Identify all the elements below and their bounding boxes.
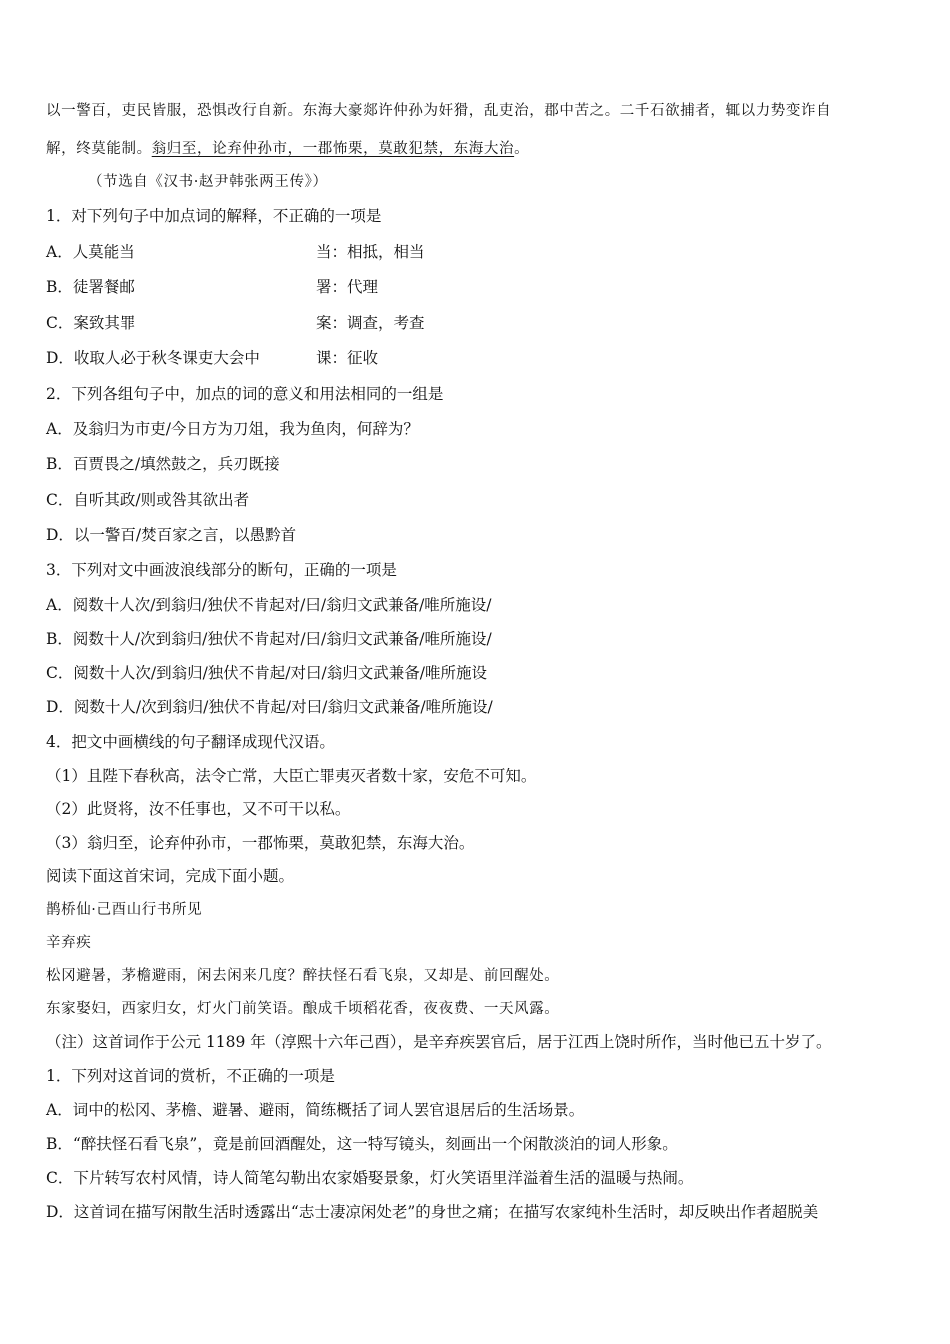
q3-stem: 3．下列对文中画波浪线部分的断句，正确的一项是	[46, 561, 397, 579]
passage-line-2-start: 解，终莫能制。	[46, 141, 152, 157]
q2-option-b: B．百贾畏之/填然鼓之，兵刃既接	[46, 455, 280, 473]
underlined-sentence: 翁归至，论弃仲孙市，一郡怖栗，莫敢犯禁，东海大治	[151, 141, 515, 157]
q3-option-a: A．阅数十人次/到翁归/独伏不肯起对/曰/翁归文武兼备/唯所施设/	[46, 596, 492, 614]
q3-option-b: B．阅数十人/次到翁归/独伏不肯起对/曰/翁归文武兼备/唯所施设/	[46, 630, 492, 648]
q3-option-d: D．阅数十人/次到翁归/独伏不肯起/对曰/翁归文武兼备/唯所施设/	[46, 698, 493, 716]
poem-verse-2: 东家娶妇，西家归女，灯火门前笑语。酿成千顷稻花香，夜夜费、一天风露。	[46, 1001, 560, 1017]
q4-stem: 4．把文中画横线的句子翻译成现代汉语。	[46, 733, 335, 751]
q1-option-c: C．案致其罪	[46, 314, 136, 332]
passage-line-1: 以一警百，吏民皆服，恐惧改行自新。东海大豪郯许仲孙为奸猾，乱吏治，郡中苦之。二千石欲捕者，辄以力势变诈自	[46, 103, 832, 119]
passage-line-2-end: 。	[514, 141, 530, 157]
q1-option-a: A．人莫能当	[46, 243, 135, 261]
q4-item-2: （2）此贤将，汝不任事也，又不可干以私。	[46, 800, 351, 818]
q2-stem: 2．下列各组句子中，加点的词的意义和用法相同的一组是	[46, 385, 444, 403]
poem-title: 鹊桥仙·己酉山行书所见	[46, 902, 203, 918]
q1-option-a-gloss: 当：相抵，相当	[316, 243, 425, 261]
pq1-option-d: D．这首词在描写闲散生活时透露出“志士凄凉闲处老”的身世之痛；在描写农家纯朴生活时，却反映出作者超脱美	[46, 1203, 819, 1221]
pq1-option-b: B．“醉扶怪石看飞泉”，竟是前回酒醒处，这一特写镜头，刻画出一个闲散淡泊的词人形象。	[46, 1135, 678, 1153]
passage-line-2	[46, 139, 529, 159]
q4-item-3: （3）翁归至，论弃仲孙市，一郡怖栗，莫敢犯禁，东海大治。	[46, 834, 475, 852]
poem-note: （注）这首词作于公元 1189 年（淳熙十六年己酉），是辛弃疾罢官后，居于江西上饶时所作，当时他已五十岁了。	[46, 1033, 832, 1051]
q2-option-d: D．以一警百/焚百家之言，以愚黔首	[46, 526, 297, 544]
q2-option-a: A．及翁归为市吏/今日方为刀俎，我为鱼肉，何辞为？	[46, 420, 419, 438]
passage-source: （节选自《汉书·赵尹韩张两王传》）	[88, 174, 328, 190]
q1-option-c-gloss: 案：调查，考查	[316, 314, 425, 332]
q1-option-d: D．收取人必于秋冬课吏大会中	[46, 349, 260, 367]
q1-option-d-gloss: 课：征收	[316, 349, 379, 367]
pq1-stem: 1．下列对这首词的赏析，不正确的一项是	[46, 1067, 335, 1085]
pq1-option-c: C．下片转写农村风情，诗人简笔勾勒出农家婚娶景象，灯火笑语里洋溢着生活的温暖与热闹。	[46, 1169, 694, 1187]
poem-author: 辛弃疾	[46, 935, 92, 951]
q1-stem: 1．对下列句子中加点词的解释，不正确的一项是	[46, 207, 382, 225]
q2-option-c: C．自听其政/则或咎其欲出者	[46, 491, 250, 509]
q4-item-1: （1）且陛下春秋高，法令亡常，大臣亡罪夷灭者数十家，安危不可知。	[46, 767, 537, 785]
q3-option-c: C．阅数十人次/到翁归/独伏不肯起/对曰/翁归文武兼备/唯所施设	[46, 664, 487, 682]
poem-verse-1: 松冈避暑，茅檐避雨，闲去闲来几度？醉扶怪石看飞泉，又却是、前回醒处。	[46, 968, 560, 984]
q1-option-b-gloss: 署：代理	[316, 278, 379, 296]
pq1-option-a: A．词中的松冈、茅檐、避暑、避雨，简练概括了词人罢官退居后的生活场景。	[46, 1101, 585, 1119]
poem-intro: 阅读下面这首宋词，完成下面小题。	[46, 867, 295, 885]
q1-option-b: B．徒署餐邮	[46, 278, 135, 296]
